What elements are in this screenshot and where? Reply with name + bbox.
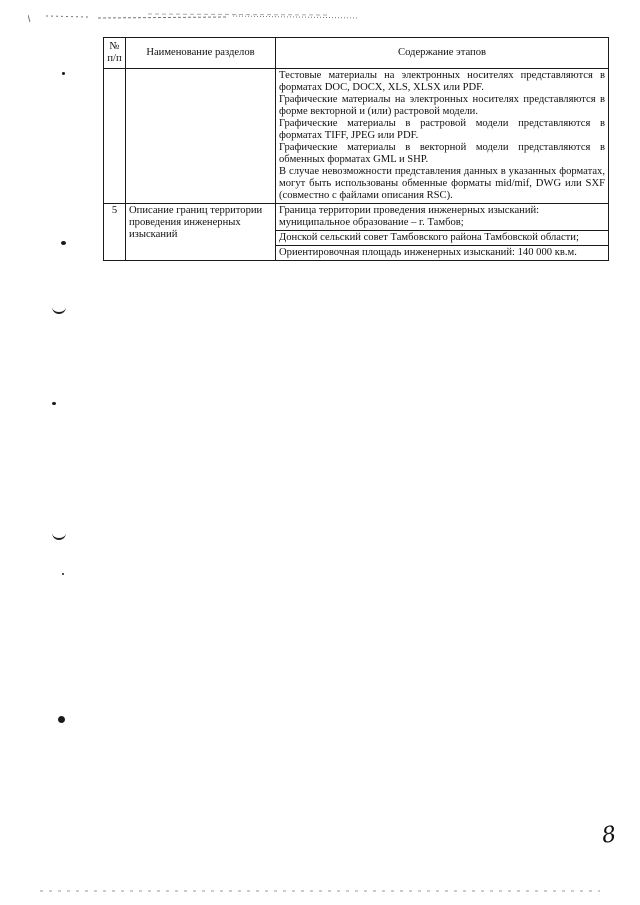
content-paragraph: Граница территории проведения инженерных изысканий: муниципальное образование – г. Тамбов; [276,204,608,231]
row-number: 5 [104,204,126,261]
binding-hole-mark [58,716,65,723]
content-paragraph: Тестовые материалы на электронных носителях представляются в форматах DOC, DOCX, XLS, XLSX или PDF. [279,70,605,93]
table-row [104,69,609,204]
handwritten-page-number: 8 [600,822,618,849]
binding-hole-mark [62,72,65,75]
row-content [276,204,609,261]
row-content [276,69,609,204]
header-number: № п/п [104,38,126,69]
binding-arc-mark [52,530,66,540]
header-name: Наименование разделов [126,38,276,69]
content-paragraph: В случае невозможности представления данных в указанных форматах, могут быть использованы обменные форматы mid/mif, DWG или SXF (совместно с файлами описания RSC). [279,166,605,201]
table-header-row [104,38,609,69]
header-content: Содержание этапов [276,38,609,69]
row-name: Описание границ территории проведения инженерных изысканий [126,204,276,261]
binding-hole-mark [62,573,64,575]
binding-hole-mark [61,241,66,245]
binding-hole-mark [52,402,56,405]
scan-noise-top [28,10,358,24]
content-paragraph: Ориентировочная площадь инженерных изысканий: 140 000 кв.м. [279,247,577,258]
scan-noise-bottom [40,888,600,894]
content-paragraph: Графические материалы на электронных носителях представляются в форме векторной и (или) растровой модели. [279,94,605,117]
row-number [104,69,126,204]
table-row [104,204,609,261]
content-paragraph: Графические материалы в растровой модели представляются в форматах TIFF, JPEG или PDF. [279,118,605,141]
content-paragraph: Графические материалы в векторной модели представляются в обменных форматах GML и SHP. [279,142,605,165]
content-paragraph: Донской сельский совет Тамбовского района Тамбовской области; [276,231,608,246]
row-name [126,69,276,204]
binding-arc-mark [52,304,66,314]
sections-table [103,37,609,261]
